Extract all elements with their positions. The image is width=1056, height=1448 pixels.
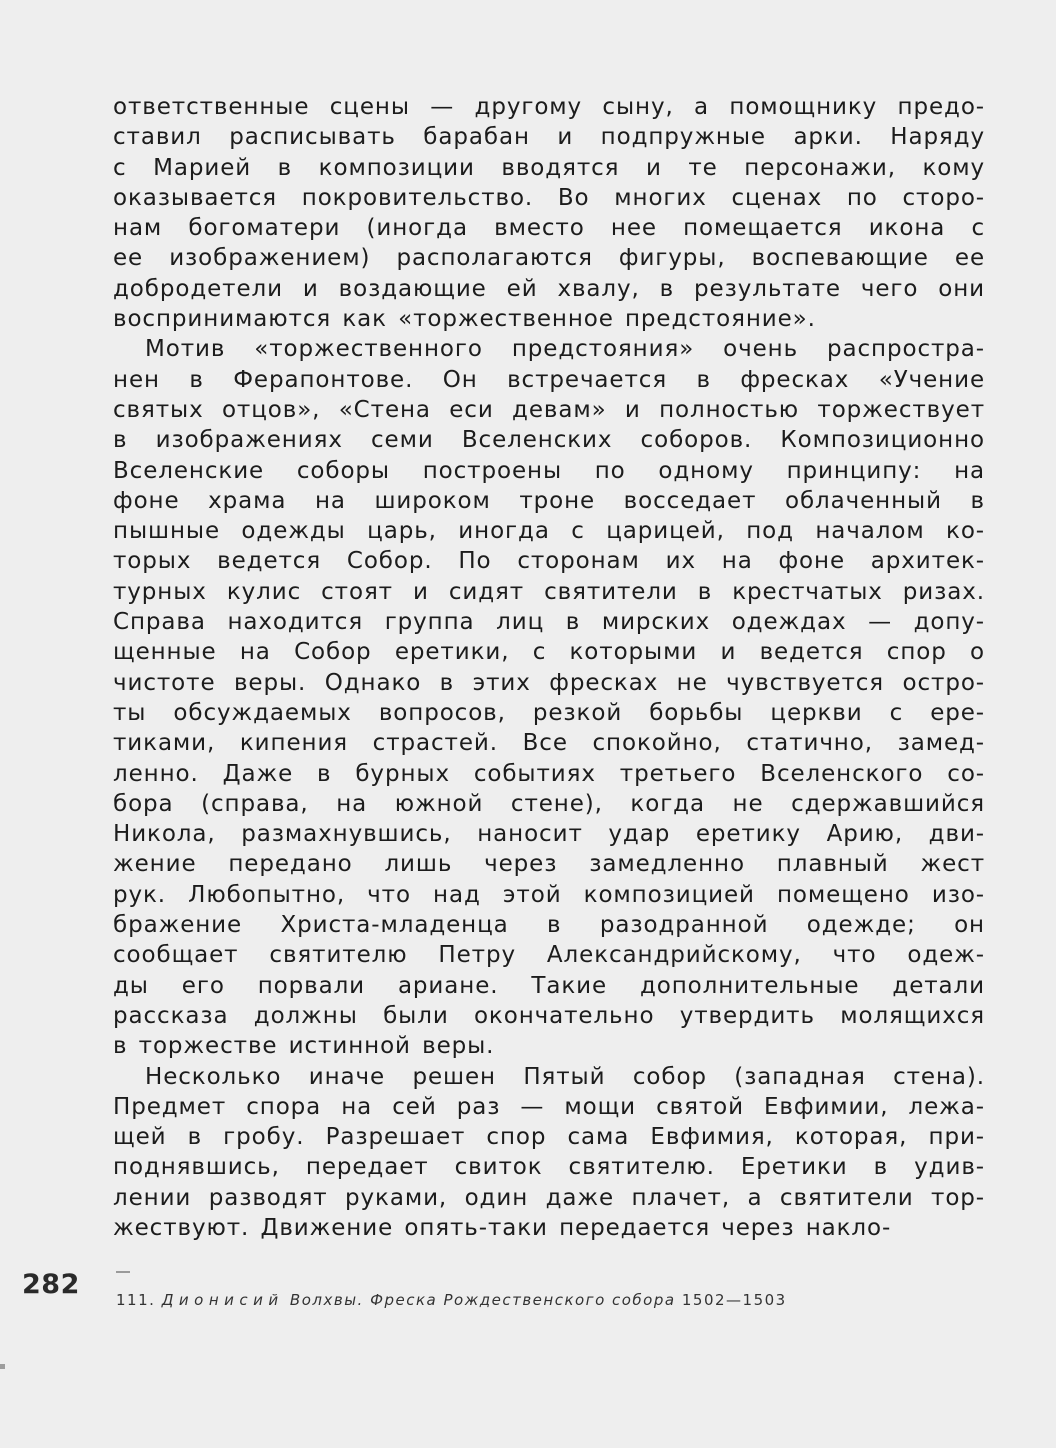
text-line: поднявшись, передает свиток святителю. Еретики в удив- [113, 1154, 985, 1181]
text-line: жение передано лишь через замедленно плавный жест [113, 851, 985, 878]
caption-number: 111. [116, 1291, 156, 1309]
text-line: Никола, размахнувшись, наносит удар еретику Арию, дви- [113, 821, 985, 848]
text-line: ды его порвали ариане. Такие дополнительные детали [113, 972, 985, 999]
figure-caption [116, 1291, 787, 1309]
text-line: бражение Христа-младенца в разодранной одежде; он [113, 912, 985, 939]
caption-title: Волхвы. Фреска Рождественского собора [289, 1291, 676, 1309]
text-line: фоне храма на широком троне восседает облаченный в [113, 487, 985, 514]
text-line: в изображениях семи Вселенских соборов. Композиционно [113, 427, 985, 454]
text-line: ты обсуждаемых вопросов, резкой борьбы церкви с ере- [113, 699, 985, 726]
text-line: турных кулис стоят и сидят святители в крестчатых ризах. [113, 578, 985, 605]
text-line: сообщает святителю Петру Александрийскому, что одеж- [113, 942, 985, 969]
text-line: торых ведется Собор. По сторонам их на фоне архитек- [113, 548, 985, 575]
text-line: бора (справа, на южной стене), когда не сдержавшийся [113, 790, 985, 817]
text-line: лении разводят руками, один даже плачет, а святители тор- [113, 1184, 985, 1211]
text-line: ленно. Даже в бурных событиях третьего Вселенского со- [113, 760, 985, 787]
margin-dash [116, 1271, 130, 1273]
text-line: тиками, кипения страстей. Все спокойно, статично, замед- [113, 730, 985, 757]
text-line: Предмет спора на сей раз — мощи святой Евфимии, лежа- [113, 1093, 985, 1120]
caption-years: 1502—1503 [681, 1291, 787, 1309]
text-line: ставил расписывать барабан и подпружные арки. Наряду [113, 124, 985, 151]
paragraph [113, 1062, 985, 1244]
text-line: Мотив «торжественного предстояния» очень распростра- [145, 336, 985, 363]
text-line: добродетели и воздающие ей хвалу, в результате чего они [113, 275, 985, 302]
text-line: ее изображением) располагаются фигуры, воспевающие ее [113, 245, 985, 272]
scan-edge-mark [0, 1364, 5, 1369]
text-line: Вселенские соборы построены по одному принципу: на [113, 457, 985, 484]
text-line: щей в гробу. Разрешает спор сама Евфимия, которая, при- [113, 1124, 985, 1151]
page-number: 282 [22, 1269, 80, 1300]
text-line: Справа находится группа лиц в мирских одеждах — допу- [113, 609, 985, 636]
text-line: жествуют. Движение опять-таки передается через накло- [113, 1214, 892, 1241]
paragraph [113, 334, 985, 1061]
text-line: чистоте веры. Однако в этих фресках не чувствуется остро- [113, 669, 985, 696]
text-line: щенные на Собор еретики, с которыми и ведется спор о [113, 639, 985, 666]
body-text [113, 92, 985, 1243]
paragraph [113, 92, 985, 334]
text-line: в торжестве истинной веры. [113, 1033, 495, 1060]
text-line: пышные одежды царь, иногда с царицей, под началом ко- [113, 518, 985, 545]
text-line: с Марией в композиции вводятся и те персонажи, кому [113, 154, 985, 181]
text-line: Несколько иначе решен Пятый собор (западная стена). [145, 1063, 985, 1090]
text-line: нам богоматери (иногда вместо нее помещается икона с [113, 215, 985, 242]
text-line: рук. Любопытно, что над этой композицией помещено изо- [113, 881, 985, 908]
text-line: ответственные сцены — другому сыну, а помощнику предо- [113, 94, 985, 120]
text-line: нен в Ферапонтове. Он встречается в фресках «Учение [113, 366, 985, 393]
text-line: воспринимаются как «торжественное предстояние». [113, 306, 816, 333]
caption-author: Дионисий [161, 1291, 284, 1309]
text-line: рассказа должны были окончательно утвердить молящихся [113, 1002, 985, 1029]
text-line: оказывается покровительство. Во многих сценах по сторо- [113, 184, 985, 211]
text-line: святых отцов», «Стена еси девам» и полностью торжествует [113, 396, 985, 423]
